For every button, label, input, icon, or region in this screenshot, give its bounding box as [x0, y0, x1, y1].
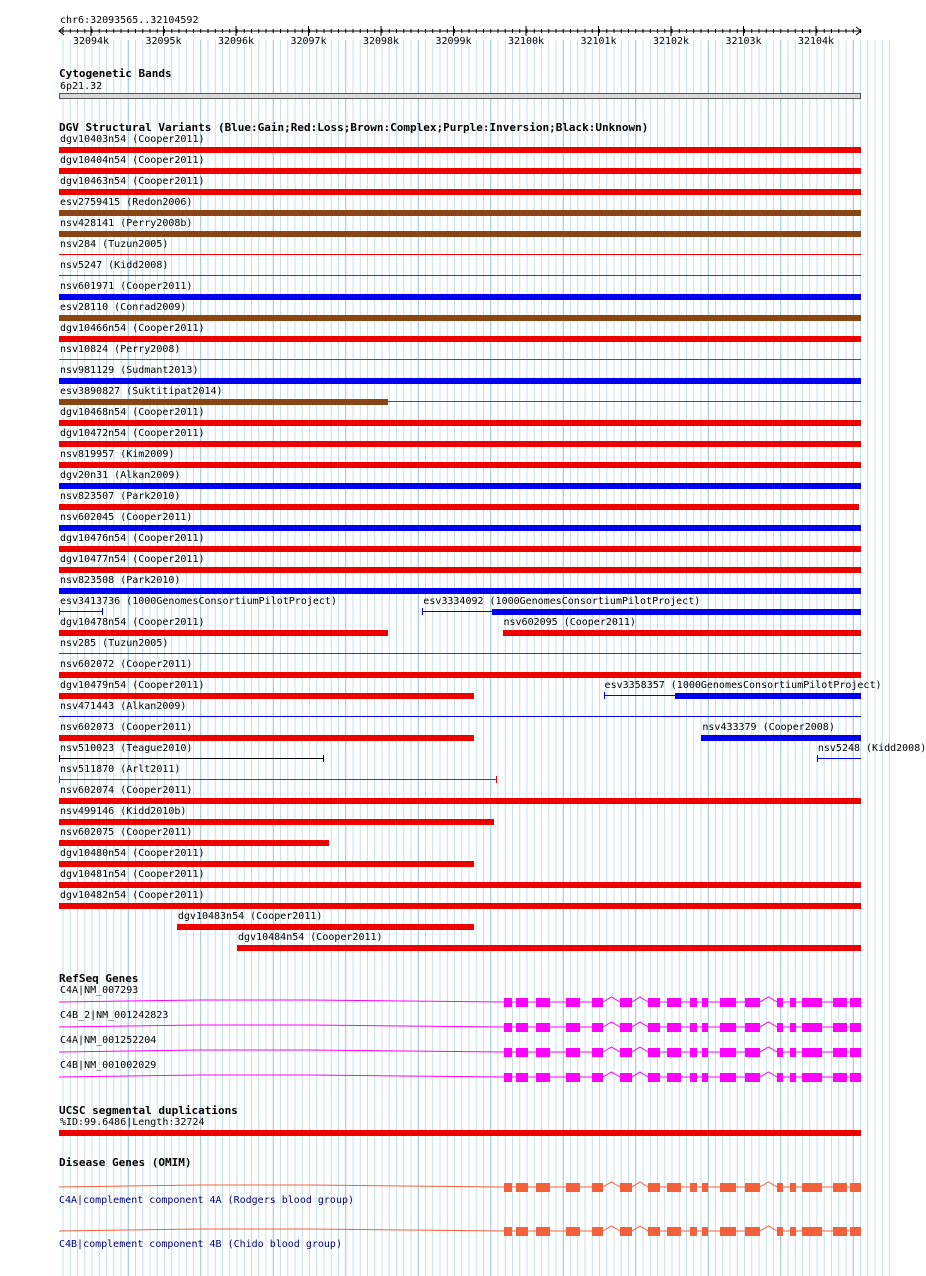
gene-exon [850, 998, 861, 1007]
gene-exon [833, 1073, 847, 1082]
gene-exon [504, 1183, 512, 1192]
gene-intron [603, 1226, 620, 1231]
dgv-feature-cap[interactable] [102, 608, 103, 615]
gene-exon [690, 1183, 697, 1192]
track-title-segdup: UCSC segmental duplications [59, 1104, 238, 1117]
gene-exon [667, 1048, 681, 1057]
dgv-feature-label: dgv10481n54 (Cooper2011) [60, 869, 205, 880]
gene-exon [504, 1227, 512, 1236]
gene-exon [790, 1048, 796, 1057]
dgv-feature-label: esv3413736 (1000GenomesConsortiumPilotProject) [60, 596, 337, 607]
gene-exon [720, 998, 736, 1007]
dgv-feature-label: nsv819957 (Kim2009) [60, 449, 175, 460]
ruler-tick-label: 32096k [217, 36, 255, 47]
refseq-gene-model[interactable] [0, 1057, 890, 1097]
dgv-feature-label: esv3890827 (Suktitipat2014) [60, 386, 223, 397]
gene-exon [802, 1227, 822, 1236]
gene-exon [592, 1073, 603, 1082]
dgv-feature-cap[interactable] [59, 608, 60, 615]
dgv-feature-label: nsv284 (Tuzun2005) [60, 239, 169, 250]
ruler-tick-label: 32099k [435, 36, 472, 47]
cytoband-feature[interactable] [59, 93, 861, 99]
dgv-feature-label: nsv5247 (Kidd2008) [60, 260, 169, 271]
dgv-feature-bar[interactable] [59, 399, 388, 405]
dgv-feature-label: dgv10466n54 (Cooper2011) [60, 323, 205, 334]
gene-exon [802, 1183, 822, 1192]
omim-gene-label[interactable]: C4A|complement component 4A (Rodgers blood group) [59, 1195, 355, 1206]
gene-exon [777, 998, 783, 1007]
dgv-feature-bar[interactable] [59, 861, 474, 867]
dgv-feature-label: nsv981129 (Sudmant2013) [60, 365, 199, 376]
gene-exon [850, 1023, 861, 1032]
gene-exon [648, 1183, 660, 1192]
gene-exon [620, 998, 632, 1007]
gene-exon [504, 998, 512, 1007]
gene-exon [745, 1227, 760, 1236]
dgv-feature-bar[interactable] [59, 378, 861, 384]
gene-exon [566, 998, 580, 1007]
gene-exon [566, 1023, 580, 1032]
dgv-feature-bar[interactable] [59, 693, 474, 699]
gene-exon [790, 1227, 796, 1236]
dgv-feature-label: nsv511870 (Arlt2011) [60, 764, 181, 775]
gene-exon [850, 1227, 861, 1236]
dgv-feature-bar[interactable] [59, 147, 861, 153]
dgv-feature-label: nsv823507 (Park2010) [60, 491, 181, 502]
dgv-feature-label: esv3358357 (1000GenomesConsortiumPilotProject) [604, 680, 882, 691]
gene-intron [760, 1022, 777, 1027]
gene-exon [516, 1183, 528, 1192]
dgv-feature-bar[interactable] [59, 504, 859, 510]
dgv-feature-label: nsv285 (Tuzun2005) [60, 638, 169, 649]
gene-exon [648, 1227, 660, 1236]
dgv-feature-cap[interactable] [422, 608, 423, 615]
track-title-cytobands: Cytogenetic Bands [59, 67, 172, 80]
gene-intron [603, 1047, 620, 1052]
gene-intron [632, 1072, 648, 1077]
dgv-feature-line[interactable] [59, 716, 861, 717]
gene-exon [802, 1048, 822, 1057]
dgv-feature-bar[interactable] [59, 210, 861, 216]
gene-exon [648, 1048, 660, 1057]
dgv-feature-label: nsv471443 (Alkan2009) [60, 701, 187, 712]
gene-exon [667, 1183, 681, 1192]
dgv-feature-label: esv28110 (Conrad2009) [60, 302, 187, 313]
gene-exon [720, 1073, 736, 1082]
dgv-feature-label: nsv602073 (Cooper2011) [60, 722, 193, 733]
gene-exon [536, 1183, 550, 1192]
dgv-feature-bar[interactable] [59, 336, 861, 342]
gene-exon [516, 1227, 528, 1236]
gene-exon [790, 1183, 796, 1192]
dgv-feature-label: nsv5248 (Kidd2008) [817, 743, 926, 754]
gene-exon [536, 1227, 550, 1236]
dgv-feature-label: nsv433379 (Cooper2008) [702, 722, 835, 733]
gene-intron [603, 1022, 620, 1027]
ruler-tick-label: 32103k [725, 36, 762, 47]
gene-exon [745, 1023, 760, 1032]
dgv-feature-line[interactable] [59, 653, 861, 654]
gene-intron [603, 1072, 620, 1077]
segdup-label: %ID:99.6486|Length:32724 [60, 1117, 205, 1128]
gene-exon [516, 998, 528, 1007]
gene-exon [790, 1023, 796, 1032]
gene-exon [690, 1073, 697, 1082]
gene-intron [59, 1185, 504, 1187]
dgv-feature-bar[interactable] [59, 882, 861, 888]
gene-intron [760, 1182, 777, 1187]
gene-exon [720, 1227, 736, 1236]
dgv-feature-line[interactable] [59, 611, 103, 612]
dgv-feature-label: dgv10483n54 (Cooper2011) [177, 911, 323, 922]
dgv-feature-label: dgv10484n54 (Cooper2011) [238, 932, 383, 943]
dgv-feature-cap[interactable] [59, 755, 60, 762]
dgv-feature-bar[interactable] [59, 588, 861, 594]
gene-exon [648, 1023, 660, 1032]
gene-exon [516, 1048, 528, 1057]
gene-exon [566, 1183, 580, 1192]
gene-exon [720, 1023, 736, 1032]
dgv-feature-bar[interactable] [59, 420, 861, 426]
dgv-feature-line[interactable] [59, 275, 861, 276]
gene-exon [536, 998, 550, 1007]
gene-exon [620, 1023, 632, 1032]
omim-gene-label[interactable]: C4B|complement component 4B (Chido blood group) [59, 1239, 342, 1250]
gene-intron [632, 1182, 648, 1187]
gene-exon [745, 998, 760, 1007]
dgv-feature-label: nsv601971 (Cooper2011) [60, 281, 193, 292]
gene-intron [59, 1050, 504, 1052]
gene-exon [667, 1227, 681, 1236]
refseq-gene-label: C4A|NM_007293 [60, 985, 139, 996]
dgv-feature-bar[interactable] [492, 609, 861, 615]
dgv-feature-bar[interactable] [59, 231, 861, 237]
dgv-feature-label: nsv428141 (Perry2008b) [60, 218, 193, 229]
track-title-omim: Disease Genes (OMIM) [59, 1156, 192, 1169]
gene-exon [516, 1023, 528, 1032]
gene-exon [790, 1073, 796, 1082]
dgv-feature-cap[interactable] [323, 755, 324, 762]
gene-exon [648, 998, 660, 1007]
gene-exon [620, 1073, 632, 1082]
gene-exon [702, 1227, 708, 1236]
gene-exon [648, 1073, 660, 1082]
gene-intron [632, 1226, 648, 1231]
dgv-feature-bar[interactable] [59, 630, 388, 636]
track-title-dgv: DGV Structural Variants (Blue:Gain;Red:Loss;Brown:Complex;Purple:Inversion;Black:Unknown) [59, 121, 649, 134]
dgv-feature-bar[interactable] [59, 189, 861, 195]
gene-intron [632, 1047, 648, 1052]
dgv-feature-label: dgv10476n54 (Cooper2011) [60, 533, 205, 544]
gene-exon [745, 1183, 760, 1192]
dgv-feature-bar[interactable] [59, 168, 861, 174]
gene-exon [790, 998, 796, 1007]
dgv-feature-label: dgv10480n54 (Cooper2011) [60, 848, 205, 859]
dgv-feature-label: dgv10404n54 (Cooper2011) [60, 155, 205, 166]
gene-exon [720, 1183, 736, 1192]
gene-exon [833, 1048, 847, 1057]
gene-exon [850, 1073, 861, 1082]
dgv-feature-label: esv2759415 (Redon2006) [60, 197, 193, 208]
dgv-feature-bar[interactable] [675, 693, 861, 699]
ruler-tick-label: 32104k [797, 36, 835, 47]
gene-exon [720, 1048, 736, 1057]
gene-exon [777, 1073, 783, 1082]
dgv-feature-bar[interactable] [59, 840, 329, 846]
refseq-gene-label: C4A|NM_001252204 [60, 1035, 157, 1046]
dgv-feature-line[interactable] [817, 758, 861, 759]
dgv-feature-bar[interactable] [59, 294, 861, 300]
gene-exon [566, 1227, 580, 1236]
ruler[interactable] [0, 22, 890, 48]
gene-intron [632, 997, 648, 1002]
ruler-tick-label: 32094k [72, 36, 110, 47]
ruler-tick-label: 32102k [652, 36, 690, 47]
gene-intron [760, 1072, 777, 1077]
dgv-feature-bar[interactable] [237, 945, 861, 951]
gene-exon [777, 1048, 783, 1057]
dgv-feature-label: dgv10403n54 (Cooper2011) [60, 134, 205, 145]
gene-exon [833, 1227, 847, 1236]
gene-exon [833, 1183, 847, 1192]
gene-exon [690, 1048, 697, 1057]
dgv-feature-label: dgv10463n54 (Cooper2011) [60, 176, 205, 187]
gene-exon [702, 1073, 708, 1082]
gene-exon [566, 1048, 580, 1057]
dgv-feature-line[interactable] [59, 758, 324, 759]
gene-intron [603, 1182, 620, 1187]
gene-exon [592, 1023, 603, 1032]
gene-exon [777, 1227, 783, 1236]
gene-exon [620, 1183, 632, 1192]
dgv-feature-label: nsv510023 (Teague2010) [60, 743, 193, 754]
gene-exon [504, 1023, 512, 1032]
refseq-gene-label: C4B|NM_001002029 [60, 1060, 157, 1071]
dgv-feature-bar[interactable] [701, 735, 861, 741]
gene-exon [536, 1048, 550, 1057]
dgv-feature-bar[interactable] [503, 630, 861, 636]
dgv-feature-bar[interactable] [59, 315, 861, 321]
dgv-feature-label: nsv602074 (Cooper2011) [60, 785, 193, 796]
gene-exon [777, 1183, 783, 1192]
gene-exon [702, 1023, 708, 1032]
dgv-feature-label: nsv823508 (Park2010) [60, 575, 181, 586]
gene-exon [566, 1073, 580, 1082]
gene-exon [667, 1073, 681, 1082]
track-title-refseq: RefSeq Genes [59, 972, 139, 985]
gene-exon [833, 1023, 847, 1032]
dgv-feature-label: nsv602095 (Cooper2011) [503, 617, 636, 628]
gene-exon [667, 998, 681, 1007]
gene-exon [850, 1048, 861, 1057]
gene-exon [592, 1048, 603, 1057]
dgv-feature-label: esv3334092 (1000GenomesConsortiumPilotProject) [423, 596, 701, 607]
dgv-feature-bar[interactable] [59, 546, 861, 552]
gene-exon [802, 1023, 822, 1032]
dgv-feature-cap[interactable] [59, 776, 60, 783]
gene-exon [802, 998, 822, 1007]
dgv-feature-label: dgv10477n54 (Cooper2011) [60, 554, 205, 565]
dgv-feature-line[interactable] [59, 254, 861, 255]
refseq-gene-label: C4B_2|NM_001242823 [60, 1010, 169, 1021]
gene-exon [745, 1048, 760, 1057]
gene-exon [620, 1048, 632, 1057]
dgv-feature-label: dgv10479n54 (Cooper2011) [60, 680, 205, 691]
gene-exon [516, 1073, 528, 1082]
dgv-feature-label: dgv10472n54 (Cooper2011) [60, 428, 205, 439]
dgv-feature-bar[interactable] [59, 483, 861, 489]
ruler-coordinates: chr6:32093565..32104592 [60, 15, 199, 26]
gene-intron [59, 1229, 504, 1231]
gene-exon [777, 1023, 783, 1032]
dgv-feature-bar[interactable] [59, 798, 861, 804]
dgv-feature-line[interactable] [59, 779, 497, 780]
gene-exon [702, 1183, 708, 1192]
gene-intron [59, 1075, 504, 1077]
dgv-feature-bar[interactable] [59, 819, 494, 825]
gene-intron [603, 997, 620, 1002]
gene-exon [690, 1023, 697, 1032]
dgv-feature-bar[interactable] [59, 525, 861, 531]
dgv-feature-label: nsv602045 (Cooper2011) [60, 512, 193, 523]
gene-intron [59, 1025, 504, 1027]
gene-intron [760, 997, 777, 1002]
dgv-feature-label: nsv10824 (Perry2008) [60, 344, 181, 355]
dgv-feature-cap[interactable] [817, 755, 818, 762]
dgv-feature-bar[interactable] [59, 567, 861, 573]
gene-exon [690, 1227, 697, 1236]
dgv-feature-bar[interactable] [59, 735, 474, 741]
gene-exon [745, 1073, 760, 1082]
dgv-feature-label: nsv602075 (Cooper2011) [60, 827, 193, 838]
gene-exon [504, 1048, 512, 1057]
gene-intron [59, 1000, 504, 1002]
gene-intron [632, 1022, 648, 1027]
dgv-feature-label: dgv10468n54 (Cooper2011) [60, 407, 205, 418]
gene-exon [536, 1073, 550, 1082]
dgv-feature-bar[interactable] [59, 903, 861, 909]
gene-exon [850, 1183, 861, 1192]
gene-intron [760, 1047, 777, 1052]
gene-exon [667, 1023, 681, 1032]
dgv-feature-bar[interactable] [59, 672, 861, 678]
ruler-tick-label: 32097k [290, 36, 327, 47]
gene-exon [592, 998, 603, 1007]
gene-exon [833, 998, 847, 1007]
dgv-feature-label: dgv10482n54 (Cooper2011) [60, 890, 205, 901]
dgv-feature-bar[interactable] [59, 462, 861, 468]
dgv-feature-bar[interactable] [177, 924, 475, 930]
gene-intron [760, 1226, 777, 1231]
gene-exon [504, 1073, 512, 1082]
gene-exon [702, 998, 708, 1007]
ruler-tick-label: 32098k [362, 36, 400, 47]
dgv-feature-bar[interactable] [59, 441, 861, 447]
dgv-feature-cap[interactable] [604, 692, 605, 699]
segdup-feature[interactable] [59, 1130, 861, 1136]
dgv-feature-label: nsv602072 (Cooper2011) [60, 659, 193, 670]
gene-exon [620, 1227, 632, 1236]
dgv-feature-label: dgv10478n54 (Cooper2011) [60, 617, 205, 628]
cytoband-label: 6p21.32 [60, 81, 103, 92]
dgv-feature-line[interactable] [59, 359, 861, 360]
ruler-tick-label: 32100k [507, 36, 545, 47]
gene-exon [702, 1048, 708, 1057]
ruler-tick-label: 32101k [580, 36, 617, 47]
dgv-feature-label: dgv20n31 (Alkan2009) [60, 470, 181, 481]
gene-exon [536, 1023, 550, 1032]
dgv-feature-tail[interactable] [388, 401, 861, 402]
gene-exon [592, 1227, 603, 1236]
dgv-feature-label: nsv499146 (Kidd2010b) [60, 806, 187, 817]
gene-exon [592, 1183, 603, 1192]
dgv-feature-cap[interactable] [496, 776, 497, 783]
ruler-tick-label: 32095k [145, 36, 182, 47]
gene-exon [690, 998, 697, 1007]
gene-exon [802, 1073, 822, 1082]
